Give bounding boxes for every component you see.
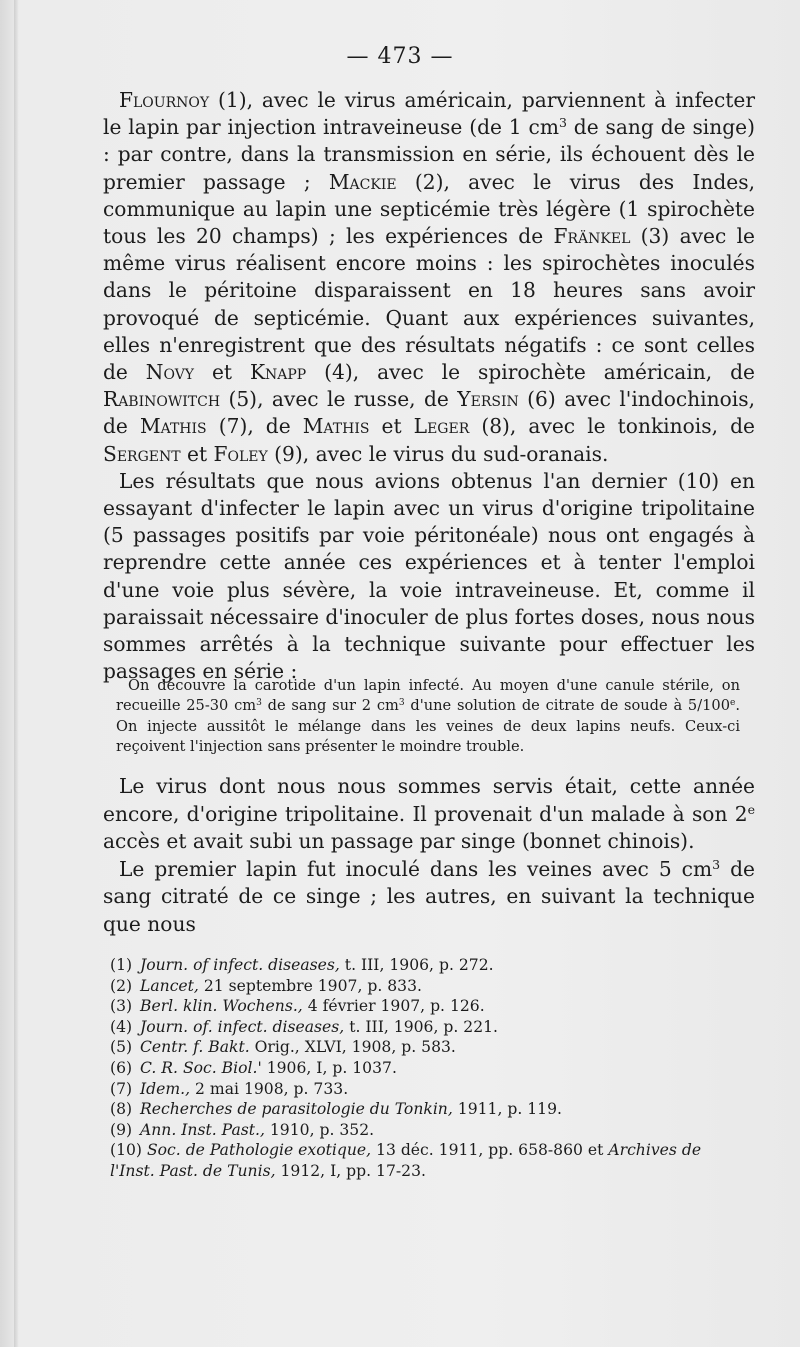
author-name: Yersin	[457, 387, 519, 412]
author-name: Rabinowitch	[103, 387, 221, 412]
binding-gutter	[14, 0, 18, 1347]
footnote: (4) Journ. of. infect. diseases, t. III, 1906, p. 221.	[110, 1017, 498, 1036]
footnote: (3) Berl. klin. Wochens., 4 février 1907, p. 126.	[110, 997, 485, 1016]
technique-block	[116, 676, 740, 758]
author-name: Leger	[413, 414, 470, 439]
footnote: (8) Recherches de parasitologie du Tonkin, 1911, p. 119.	[110, 1100, 562, 1119]
paragraph-3: Le virus dont nous nous sommes servis était, cette année encore, d'origine tripolitaine. Il provenait d'un malade à son 2e accès et avait subi un passage par singe (bonnet chinois).	[103, 774, 755, 853]
footnote: (7) Idem., 2 mai 1908, p. 733.	[110, 1079, 349, 1098]
author-name: Knapp	[249, 360, 307, 385]
footnotes	[110, 955, 742, 1182]
author-name: Mathis	[139, 414, 207, 439]
footnote: (1) Journ. of infect. diseases, t. III, 1906, p. 272.	[110, 956, 494, 974]
author-name: Fränkel	[553, 224, 631, 249]
footnote: (10) Soc. de Pathologie exotique, 13 déc. 1911, pp. 658-860 et Archives de l'Inst. Past. de Tunis, 1912, I, pp. 17-23.	[110, 1141, 702, 1180]
author-name: Sergent	[103, 441, 181, 466]
author-name: Flournoy	[119, 88, 210, 112]
technique-text: On découvre la carotide d'un lapin infecté. Au moyen d'une canule stérile, on recueille 25-30 $cm^3$ de sang sur 2 $cm^3$ d'une solution de citrate de soude à 5/100e. On injecte aussitôt le mélange dans les veines de deux lapins neufs. Ceux-ci reçoivent l'injection sans présenter le moindre trouble.	[116, 677, 740, 756]
main-text	[103, 87, 755, 685]
author-name: Mathis	[302, 414, 370, 439]
author-name: Mackie	[328, 169, 397, 194]
footnote: (2) Lancet, 21 septembre 1907, p. 833.	[110, 976, 422, 995]
main-text-continued	[103, 773, 755, 938]
paragraph-2: Les résultats que nous avions obtenus l'an dernier (10) en essayant d'infecter le lapin avec un virus d'origine tripolitaine (5 passages positifs par voie péritonéale) nous ont engagés à reprendre cette année ces expériences et à tenter l'emploi d'une voie plus sévère, la voie intraveineuse. Et, comme il paraissait nécessaire d'inoculer de plus fortes doses, nous nous sommes arrêtés à la technique suivante pour effectuer les passages en série :	[103, 468, 755, 684]
footnote: (6) C. R. Soc. Biol.' 1906, I, p. 1037.	[110, 1058, 397, 1077]
author-name: Foley	[213, 441, 268, 466]
paragraph-1: Flournoy (1), avec le virus américain, parviennent à infecter le lapin par injection intraveineuse (de 1 $cm^3$ de sang de singe) : par contre, dans la transmission en série, ils échouent dès le premier passage ; Mackie (2), avec le virus des Indes, communique au lapin une septicémie très légère (1 spirochète tous les 20 champs) ; les expériences de Fränkel (3) avec le même virus réalisent encore moins : les spirochètes inoculés dans le péritoine disparaissent en 18 heures sans avoir provoqué de septicémie. Quant aux expériences suivantes, elles n'enregistrent que des résultats négatifs : ce sont celles de Novy et Knapp (4), avec le spirochète américain, de Rabinowitch (5), avec le russe, de Yersin (6) avec l'indochinois, de Mathis (7), de Mathis et Leger (8), avec le tonkinois, de Sergent et Foley (9), avec le virus du sud-oranais.	[103, 88, 756, 466]
page-number: — 473 —	[346, 44, 454, 69]
footnote: (5) Centr. f. Bakt. Orig., XLVI, 1908, p. 583.	[110, 1038, 456, 1057]
author-name: Novy	[145, 360, 195, 385]
paragraph-4: Le premier lapin fut inoculé dans les veines avec 5 $cm^3$ de sang citraté de ce singe ; les autres, en suivant la technique que nous	[103, 856, 755, 936]
footnote: (9) Ann. Inst. Past., 1910, p. 352.	[110, 1120, 375, 1139]
